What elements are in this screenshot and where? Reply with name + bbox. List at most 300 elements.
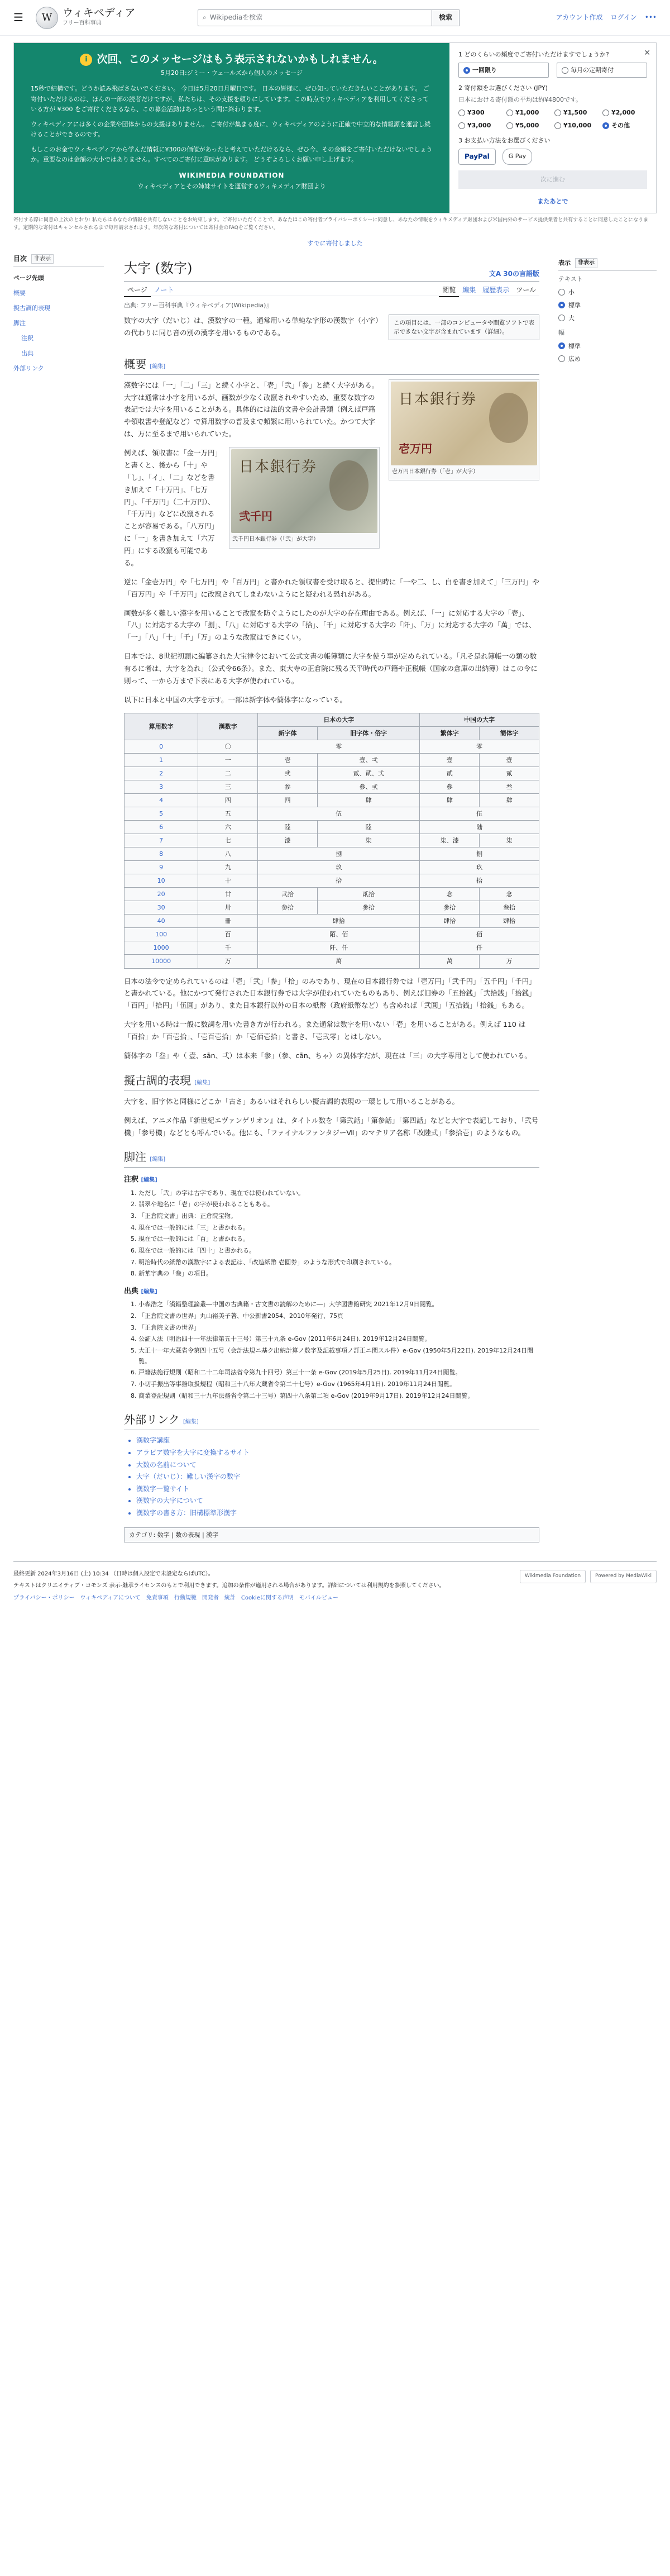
table-cell-number: 20 xyxy=(125,888,198,901)
table-cell-number: 10000 xyxy=(125,955,198,968)
table-cell: 贰 xyxy=(480,766,539,780)
site-title: ウィキペディア xyxy=(63,7,136,20)
search-form xyxy=(198,9,460,26)
table-cell: 玖 xyxy=(258,861,420,874)
heading-text: 擬古調的表現 xyxy=(124,1073,191,1087)
table-cell: 弐拾 xyxy=(258,888,318,901)
table-row xyxy=(125,740,539,753)
table-cell: 二 xyxy=(198,766,258,780)
table-cell: 壱 xyxy=(258,753,318,766)
table-header: 新字体 xyxy=(258,726,318,740)
paragraph: 大字を、旧字体と同様にどこか「古さ」あるいはそれらしい擬古調的表現の一環として用いることがある。 xyxy=(124,1097,460,1106)
tab-edit[interactable]: 編集 xyxy=(462,286,476,294)
table-row xyxy=(125,834,539,847)
table-cell: 陌、佰 xyxy=(258,928,420,941)
radio-icon xyxy=(506,122,513,129)
table-row xyxy=(125,821,539,834)
banner-footer: 寄付する際に同意の上次のとおり: 私たちはあなたの情報を共有しないことをお約束します。ご寄付いただくことで、あなたはこの寄付者プライバシーポリシーに同意し、あなたの情報をウィキメディア財団および米国内外のサービス提供業者と共有することに同意したことになります。定期的な寄付はキャンセルされるまで毎月請求されます。年次的な寄付については寄付金のFAQをご覧ください。 xyxy=(13,217,649,231)
paragraph: 日本の法令で定められているのは「壱」「弐」「参」「拾」のみであり、現在の日本銀行券では「壱万円」「弐千円」「五千円」「千円」と書かれている。他にかつて発行された日本銀行券では大字が使われていたものもあり、例えば旧券の「五拾銭」「弐拾銭」「拾銭」「百円」「拾円」「伍圓」があり、また日本銀行以外の日本の紙幣（政府紙幣など）も含めれば「弐圓」「五拾銭」「拾銭」もある。 xyxy=(124,977,536,1010)
tab-read[interactable]: 閲覧 xyxy=(439,284,459,297)
heading-text: 外部リンク xyxy=(124,1413,180,1427)
section-overview-heading xyxy=(124,356,539,375)
banknote-denomination: 壱万円 xyxy=(399,441,432,455)
license-text: テキストはクリエイティブ・コモンズ 表示-継承ライセンスのもとで利用できます。追加の条件が適用される場合があります。詳細については利用規約を参照してください。 xyxy=(13,1583,445,1589)
wikimedia-badge[interactable]: Wikimedia Foundation xyxy=(520,1570,586,1583)
external-link[interactable]: • 大字（だいじ）：難しい漢字の数字 xyxy=(136,1471,539,1483)
table-row xyxy=(125,955,539,968)
search-placeholder: Wikipediaを検索 xyxy=(209,13,263,22)
width-wide[interactable] xyxy=(558,353,657,365)
table-cell-number: 3 xyxy=(125,780,198,793)
search-input[interactable] xyxy=(198,9,432,26)
table-cell-number: 8 xyxy=(125,847,198,861)
appearance-sidebar xyxy=(551,254,657,1550)
paragraph: 漢数字には「一」「二」「三」と続く小字と、「壱」「弐」「参」と続く大字がある。大字は通常は小字を用いるが、画数が少なく改竄されやすいため、重要な数字の表記では大字を用いることがある。具体的には法的文書や会計書類（例えば戸籍や領収書や登記など）で算用数字の普及まで頻繁に用いられていた。かつて大字は、万に至るまで用いられていた。 xyxy=(124,380,379,439)
toc-title: 目次 xyxy=(13,255,27,263)
option-label: 一回限り xyxy=(472,66,497,74)
text-size-standard[interactable] xyxy=(558,299,657,312)
tab-tools[interactable]: ツール xyxy=(516,286,536,294)
source-item: 1. 小森浩之「漢籍整理論叢―中国の古典籍・古文書の読解のために―」大学図書館研究 2021年12月9日閲覧。 xyxy=(138,1299,539,1310)
amount-option[interactable] xyxy=(554,121,599,130)
amount-option[interactable] xyxy=(506,108,551,117)
amount-label: その他 xyxy=(611,122,630,130)
table-cell: 肆 xyxy=(480,793,539,807)
table-cell: 佰 xyxy=(420,928,539,941)
edit-section-link[interactable]: [編集] xyxy=(150,1156,166,1163)
table-cell: 万 xyxy=(198,955,258,968)
portrait-shape xyxy=(329,460,368,511)
table-cell: 仟 xyxy=(420,941,539,955)
note-item: 8. 新華字典の「叁」の項目。 xyxy=(138,1269,539,1279)
table-cell: 壹 xyxy=(480,753,539,766)
table-cell: 参拾 xyxy=(258,901,318,915)
table-cell: 阡、仟 xyxy=(258,941,420,955)
amount-option[interactable] xyxy=(554,108,599,117)
toc-item-notes[interactable]: 脚注 xyxy=(13,319,26,327)
table-cell: 漆 xyxy=(258,834,318,847)
table-row xyxy=(125,915,539,928)
donation-form xyxy=(449,43,656,213)
table-cell: 一 xyxy=(198,753,258,766)
amount-label: ¥10,000 xyxy=(563,122,592,130)
table-cell: 拾 xyxy=(420,874,539,888)
amount-note: 日本における寄付額の平均は約¥4800です。 xyxy=(458,96,582,104)
amount-label: ¥5,000 xyxy=(515,122,539,130)
table-cell: 參拾 xyxy=(420,901,480,915)
note-item: 2. 翡翠や地名に「壱」の字が使われることもある。 xyxy=(138,1199,539,1210)
table-cell: 壹 xyxy=(420,753,480,766)
paragraph: 大字を用いる時は一般に数詞を用いた書き方が行われる。また通常は数字を用いない「壱」を用いることがある。例えば 110 は「百拾」か「百壱拾」、「壱百壱拾」か「壱佰壱拾」と書き、「壱弐零」とはしない。 xyxy=(124,1020,526,1041)
language-count: 30の言語版 xyxy=(503,269,539,278)
external-link[interactable]: • 漢数字の大字について xyxy=(136,1495,539,1507)
paragraph: 逆に「金壱万円」や「七万円」や「百万円」と書かれた領収書を受け取ると、提出時に「一や二、し、白を書き加えて」「三万円」や「百万円」や「千万円」に改竄されてしまわないようにと疑われる恐れがある。 xyxy=(124,577,539,598)
table-header: 漢数字 xyxy=(198,713,258,740)
org-sub: ウィキペディアとその姉妹サイトを運営するウィキメディア財団より xyxy=(137,183,326,191)
last-modified: 最終更新 2024年3月16日 (土) 10:34 （日時は個人設定で未設定ならばUTC）。 xyxy=(13,1570,214,1577)
more-menu-icon[interactable]: ••• xyxy=(644,13,657,22)
table-cell: 捌 xyxy=(420,847,539,861)
table-row xyxy=(125,861,539,874)
wikimedia-logo xyxy=(31,170,433,192)
table-cell: 陸 xyxy=(317,821,419,834)
banner-message xyxy=(14,43,449,213)
radio-selected-icon xyxy=(558,342,565,349)
article-content xyxy=(113,254,551,1550)
radio-icon xyxy=(554,109,561,116)
paypal-button[interactable]: PayPal xyxy=(458,149,496,165)
source-item: 3. 「正倉院文書の世界」 xyxy=(138,1323,539,1334)
amount-option[interactable] xyxy=(602,121,647,130)
source-item: 6. 戸籍法施行規則（昭和二十二年司法省令第九十四号）第三十一条 e-Gov (2019年5月25日). 2019年11月24日閲覧。 xyxy=(138,1368,539,1378)
table-cell: 叁 xyxy=(480,780,539,793)
table-cell-number: 5 xyxy=(125,807,198,820)
amount-label: ¥1,500 xyxy=(563,109,587,117)
banner-title: 次回、このメッセージはもう表示されないかもしれません。 xyxy=(97,53,384,65)
toc-sidebar xyxy=(13,254,113,1550)
footer-link[interactable]: Cookieに関する声明 xyxy=(241,1594,294,1601)
note-item: 3. 「正倉院文書」出典：正倉院宝物。 xyxy=(138,1211,539,1222)
heading-text: 概要 xyxy=(124,357,146,371)
table-cell: 万 xyxy=(480,955,539,968)
annotations-heading: 注釈 xyxy=(124,1175,139,1184)
text-size-small[interactable] xyxy=(558,286,657,299)
radio-selected-icon xyxy=(463,67,470,74)
paragraph: 例えば、アニメ作品『新世紀エヴァンゲリオン』は、タイトル数を「第弐話」「第参話」「第四話」などと大字で表記しており、「弐号機」「参号機」などとも呼んでいる。他にも、「ファイナルファンタジーⅦ」のマテリア名称「改陸式」「参拾壱」のようなもの。 xyxy=(124,1116,539,1137)
table-cell: 玖 xyxy=(420,861,539,874)
table-cell-number: 1 xyxy=(125,753,198,766)
table-cell: 参 xyxy=(258,780,318,793)
gpay-button[interactable]: G Pay xyxy=(502,149,532,165)
paragraph: 例えば、領収書に「金一万円」と書くと、後から「十」や「し」、「イ」、「二」などを書き加えて「十万円」、「七万円」、「千万円」（二十万円）、「千万円」などに改竄されることが容易である。「八万円」に「一」を書き加えて「六万円」にする改竄も可能である。 xyxy=(124,449,218,567)
table-cell-number: 2 xyxy=(125,766,198,780)
table-cell: 參、弎 xyxy=(317,780,419,793)
source-item: 7. 小切手振出等事務取扱規程（昭和三十八年大蔵省令第二十七号）e-Gov (1965年4月1日). 2019年11月24日閲覧。 xyxy=(138,1379,539,1390)
radio-icon xyxy=(458,109,465,116)
table-cell: 念 xyxy=(420,888,480,901)
figure-caption: 弐千円日本銀行券（「弐」が大字） xyxy=(232,536,319,543)
external-link[interactable]: • 大数の名前について xyxy=(136,1459,539,1472)
heading-text: 脚注 xyxy=(124,1150,146,1164)
table-cell-number: 4 xyxy=(125,793,198,807)
page-footer xyxy=(13,1561,657,1611)
table-cell: 參拾 xyxy=(317,901,419,915)
amount-question: 2 寄付額をお選びください (JPY) xyxy=(458,84,548,92)
table-row xyxy=(125,807,539,820)
categories-box[interactable]: カテゴリ: 数字 | 数の表現 | 漢字 xyxy=(124,1527,539,1542)
radio-icon xyxy=(506,109,513,116)
org-name: WIKIMEDIA FOUNDATION xyxy=(179,172,285,180)
edit-section-link[interactable]: [編集] xyxy=(150,363,166,370)
table-cell: 捌 xyxy=(258,847,420,861)
table-cell-number: 6 xyxy=(125,821,198,834)
banner-paragraph: ウィキペディアには多くの企業や団体からの支援はありません。 ご寄付が集まる度に、ウィキペディアのように正確で中立的な情報源を運営し続けることができるのです。 xyxy=(31,120,431,139)
table-cell: 拾 xyxy=(258,874,420,888)
appearance-hide-button[interactable]: 非表示 xyxy=(575,258,597,268)
external-link[interactable]: • アラビア数字を大字に変換するサイト xyxy=(136,1447,539,1459)
amount-label: ¥300 xyxy=(467,109,485,117)
table-row xyxy=(125,888,539,901)
table-row xyxy=(125,766,539,780)
source-item: 4. 公証人法（明治四十一年法律第五十三号）第三十九条 e-Gov (2011年6月24日). 2019年12月24日閲覧。 xyxy=(138,1334,539,1345)
table-header: 算用数字 xyxy=(125,713,198,740)
toc-item-external[interactable]: 外部リンク xyxy=(13,364,44,372)
figure-2000-yen xyxy=(229,447,380,549)
option-label: 大 xyxy=(568,314,575,322)
site-logo[interactable] xyxy=(36,7,159,29)
section-external-heading xyxy=(124,1411,539,1430)
table-cell: 卌 xyxy=(198,915,258,928)
table-cell: 十 xyxy=(198,874,258,888)
continue-button[interactable]: 次に進む xyxy=(458,170,647,189)
section-notes-heading xyxy=(124,1149,539,1168)
site-header xyxy=(0,0,670,36)
table-cell: 肆拾 xyxy=(480,915,539,928)
table-cell: 萬 xyxy=(258,955,420,968)
daiji-table xyxy=(124,713,539,969)
banner-paragraph: 15秒で結構です。どうか読み飛ばさないでください。 今日は5月20日月曜日です。 日本の皆様に、ぜひ知っていただきたいことがあります。 ご寄付いただけるのは、ほんの一部の読者だけですが、私たちは、その支援を頼りにしています。この時点でウィキペディアを利用してくださっている方が ¥300 をご寄付くださるなら、この募金活動はあっという間に終わります。 xyxy=(31,85,429,113)
radio-icon xyxy=(562,67,568,74)
figure-10000-yen xyxy=(389,379,539,481)
frequency-question: 1 どのくらいの頻度でご寄付いただけますでしょうか? xyxy=(458,51,609,58)
edit-section-link[interactable]: [編集] xyxy=(194,1079,210,1086)
table-cell: 百 xyxy=(198,928,258,941)
table-cell: 六 xyxy=(198,821,258,834)
toc-item-archaic[interactable]: 擬古調的表現 xyxy=(13,304,50,312)
footer-link[interactable]: モバイルビュー xyxy=(299,1594,338,1601)
banknote-image[interactable] xyxy=(391,382,537,465)
table-header: 繁体字 xyxy=(420,726,480,740)
maybe-later-link[interactable]: またあとで xyxy=(537,197,568,205)
table-cell: 肆拾 xyxy=(420,915,480,928)
table-cell: 五 xyxy=(198,807,258,820)
amount-option[interactable] xyxy=(458,121,503,130)
table-cell: 參 xyxy=(420,780,480,793)
table-cell: 三 xyxy=(198,780,258,793)
one-time-option[interactable] xyxy=(458,63,549,78)
footer-link[interactable]: 免責事項 xyxy=(146,1594,169,1601)
table-cell: 八 xyxy=(198,847,258,861)
login-link[interactable]: ログイン xyxy=(610,13,637,22)
table-row xyxy=(125,928,539,941)
paragraph: 以下に日本と中国の大字を示す。一部は新字体や簡体字になっている。 xyxy=(124,695,347,704)
table-header: 旧字体・俗字 xyxy=(317,726,419,740)
amount-label: ¥1,000 xyxy=(515,109,539,117)
edit-section-link[interactable]: [編集] xyxy=(183,1419,199,1426)
table-row xyxy=(125,793,539,807)
page-title: 大字 (数字) xyxy=(124,260,193,277)
table-cell: 弐 xyxy=(258,766,318,780)
table-cell: 柒 xyxy=(480,834,539,847)
table-cell: 千 xyxy=(198,941,258,955)
table-cell-number: 7 xyxy=(125,834,198,847)
text-size-label: テキスト xyxy=(558,275,583,283)
footer-link[interactable]: 行動規範 xyxy=(174,1594,197,1601)
paragraph: 画数が多く難しい漢字を用いることで改竄を防ぐようにしたのが大字の存在理由である。例えば、「一」に対応する大字の「壱」、「八」に対応する大字の「捌」、「八」に対応する大字の「拾」、「千」に対応する大字の「阡」、「万」に対応する大字の「萬」では、「一」「八」「十」「千」「万」のような改竄はできにくい。 xyxy=(124,608,536,642)
table-row xyxy=(125,941,539,955)
table-cell: 零 xyxy=(420,740,539,753)
edit-section-link[interactable]: [編集] xyxy=(141,1177,157,1184)
option-label: 毎月の定期寄付 xyxy=(571,66,614,74)
hatnote: この項目には、一部のコンピュータや閲覧ソフトで表示できない文字が含まれています（詳細）。 xyxy=(389,315,539,341)
option-label: 小 xyxy=(568,288,575,296)
mediawiki-badge[interactable]: Powered by MediaWiki xyxy=(590,1570,657,1583)
table-cell: 伍 xyxy=(258,807,420,820)
radio-icon xyxy=(558,355,565,362)
external-links-list xyxy=(136,1435,539,1519)
already-donated-link[interactable]: すでに寄付しました xyxy=(307,240,363,247)
table-cell: 貳 xyxy=(420,766,480,780)
radio-icon xyxy=(458,122,465,129)
table-header: 簡体字 xyxy=(480,726,539,740)
table-cell-number: 100 xyxy=(125,928,198,941)
radio-icon xyxy=(602,109,609,116)
tab-talk[interactable]: ノート xyxy=(154,286,174,294)
source-line: 出典: フリー百科事典『ウィキペディア(Wikipedia)』 xyxy=(124,301,272,309)
footer-link[interactable]: 開発者 xyxy=(202,1594,219,1601)
tab-page[interactable]: ページ xyxy=(124,284,151,297)
source-item: 5. 大正十一年大蔵省令第四十五号（会計法規ニ基ク出納計算ノ数字及記載事項ノ訂正ニ関スル件）e-Gov (1950年5月22日). 2019年12月24日閲覧。 xyxy=(138,1346,539,1366)
table-cell: 陸 xyxy=(258,821,318,834)
table-cell-number: 0 xyxy=(125,740,198,753)
donation-banner xyxy=(13,42,657,213)
footer-link[interactable]: 統計 xyxy=(224,1594,236,1601)
source-item: 2. 「正倉院文書の世界」丸山裕美子著、中公新書2054、2010年発行、75頁 xyxy=(138,1311,539,1322)
table-cell: 壹、弌 xyxy=(317,753,419,766)
table-cell: 廿 xyxy=(198,888,258,901)
toc-item-top[interactable]: ページ先頭 xyxy=(13,274,44,282)
external-link[interactable]: • 漢数字一覧サイト xyxy=(136,1483,539,1496)
footer-link[interactable]: プライバシー・ポリシー xyxy=(13,1594,75,1601)
note-item: 5. 現在では一般的には「百」と書かれる。 xyxy=(138,1234,539,1245)
paragraph: 簡体字の「叁」や（ 壹、sān、弌）は本来「参」（参、cān、ちゃ）の異体字だが、現在は「三」の大字専用として使われている。 xyxy=(124,1051,532,1060)
table-cell: 柒 xyxy=(317,834,419,847)
portrait-shape xyxy=(489,393,528,443)
site-subtitle: フリー百科事典 xyxy=(63,20,102,27)
table-row xyxy=(125,874,539,888)
table-cell: 萬 xyxy=(420,955,480,968)
table-cell: 〇 xyxy=(198,740,258,753)
amount-option[interactable] xyxy=(506,121,551,130)
search-icon: ⌕ xyxy=(203,13,207,22)
search-button[interactable]: 検索 xyxy=(432,9,460,26)
sources-list xyxy=(138,1299,539,1401)
table-cell: 陆 xyxy=(420,821,539,834)
table-cell: 肆拾 xyxy=(258,915,420,928)
banknote-denomination: 弐千円 xyxy=(239,510,272,523)
source-item: 8. 商業登記規則（昭和三十九年法務省令第二十三号）第四十八条第二項 e-Gov (2019年9月17日). 2019年12月24日閲覧。 xyxy=(138,1391,539,1402)
table-cell: 零 xyxy=(258,740,420,753)
toc-item-sources[interactable]: 出典 xyxy=(21,349,34,357)
sources-heading: 出典 xyxy=(124,1287,139,1296)
banner-paragraph: もしこのお金でウィキペディアから学んだ情報に¥300の価値があったと考えていただけるなら、ぜひ今、その金額をご寄付いただけないでしょうか。重要なのは金額の大小ではありません。すべてのご寄付に意味があります。 どうぞよろしくお願い申し上げます。 xyxy=(31,146,433,164)
section-archaic-heading xyxy=(124,1072,539,1091)
table-row xyxy=(125,753,539,766)
radio-icon xyxy=(554,122,561,129)
tab-history[interactable]: 履歴表示 xyxy=(482,286,510,294)
table-cell: 四 xyxy=(258,793,318,807)
table-cell: 九 xyxy=(198,861,258,874)
option-label: 広め xyxy=(568,355,581,363)
radio-selected-icon xyxy=(558,302,565,308)
amount-option[interactable] xyxy=(602,108,647,117)
table-cell: 伍 xyxy=(420,807,539,820)
table-row xyxy=(125,780,539,793)
table-cell-number: 10 xyxy=(125,874,198,888)
radio-icon xyxy=(558,289,565,296)
translate-icon: 文A xyxy=(489,269,504,278)
table-cell: 念 xyxy=(480,888,539,901)
note-item: 4. 現在では一般的には「三」と書かれる。 xyxy=(138,1223,539,1234)
table-cell: 貳拾 xyxy=(317,888,419,901)
table-cell: 四 xyxy=(198,793,258,807)
table-cell: 柒、漆 xyxy=(420,834,480,847)
toc-item-annotations[interactable]: 注釈 xyxy=(21,334,34,342)
banknote-text: 日本銀行券 xyxy=(399,391,477,408)
option-label: 標準 xyxy=(568,342,581,350)
edit-section-link[interactable]: [編集] xyxy=(141,1289,157,1296)
table-cell-number: 9 xyxy=(125,861,198,874)
width-standard[interactable] xyxy=(558,340,657,353)
paragraph: 日本では、8世紀初頭に編纂された大宝律令において公式文書の帳簿類に大字を使う事が定められている。「凡そ是れ簿帳一の類の数有るに者は、大字を為れ」（公式令66条）。また、東大寺の正倉院に残る天平時代の戸籍や正税帳（国家の倉庫の出納簿）はこの令に則って、一から万まで下表にある大字が使われている。 xyxy=(124,652,538,685)
banknote-text: 日本銀行券 xyxy=(239,459,318,476)
radio-icon xyxy=(558,315,565,321)
external-link[interactable]: • 漢数字講座 xyxy=(136,1435,539,1447)
notes-list xyxy=(138,1188,539,1280)
close-icon[interactable]: ✕ xyxy=(644,49,650,58)
create-account-link[interactable]: アカウント作成 xyxy=(556,13,603,22)
external-link[interactable]: • 漢数字の書き方：旧構標準形漢字 xyxy=(136,1507,539,1520)
banknote-image[interactable] xyxy=(231,449,377,533)
table-cell-number: 40 xyxy=(125,915,198,928)
table-cell: 貳、貮、弍 xyxy=(317,766,419,780)
table-cell-number: 1000 xyxy=(125,941,198,955)
table-cell: 肆 xyxy=(420,793,480,807)
table-cell: 卅 xyxy=(198,901,258,915)
table-cell: 肆 xyxy=(317,793,419,807)
table-cell: 七 xyxy=(198,834,258,847)
table-row xyxy=(125,901,539,915)
note-item: 1. ただし「弐」の字は古字であり、現在では使われていない。 xyxy=(138,1188,539,1199)
toc-hide-button[interactable]: 非表示 xyxy=(31,254,54,264)
footer-link[interactable]: ウィキペディアについて xyxy=(80,1594,141,1601)
intro-paragraph: 数字の大字（だいじ）は、漢数字の一種。通常用いる単純な字形の漢数字（小字）の代わりに同じ音の別の漢字を用いるものである。 xyxy=(124,316,379,337)
table-header: 日本の大字 xyxy=(258,713,420,726)
radio-selected-icon xyxy=(602,122,609,129)
table-cell: 叁拾 xyxy=(480,901,539,915)
footer-links xyxy=(13,1594,445,1603)
menu-icon[interactable]: ☰ xyxy=(13,11,23,24)
banner-date: 5月20日:ジミー・ウェールズから個人のメッセージ xyxy=(160,69,303,77)
payment-question: 3 お支払い方法をお選びください xyxy=(458,137,551,145)
amount-label: ¥2,000 xyxy=(611,109,635,117)
info-icon: i xyxy=(80,54,92,66)
wikipedia-globe-icon: W xyxy=(36,7,58,29)
monthly-option[interactable] xyxy=(557,63,647,78)
amount-option[interactable] xyxy=(458,108,503,117)
table-cell-number: 30 xyxy=(125,901,198,915)
table-header: 中国の大字 xyxy=(420,713,539,726)
option-label: 標準 xyxy=(568,301,581,309)
language-button[interactable] xyxy=(489,269,539,279)
width-label: 幅 xyxy=(558,328,564,336)
text-size-large[interactable] xyxy=(558,312,657,325)
amount-label: ¥3,000 xyxy=(467,122,491,130)
table-row xyxy=(125,847,539,861)
figure-caption: 壱万円日本銀行券（「壱」が大字） xyxy=(392,468,478,475)
appearance-title: 表示 xyxy=(558,259,571,267)
toc-item-overview[interactable]: 概要 xyxy=(13,289,26,297)
